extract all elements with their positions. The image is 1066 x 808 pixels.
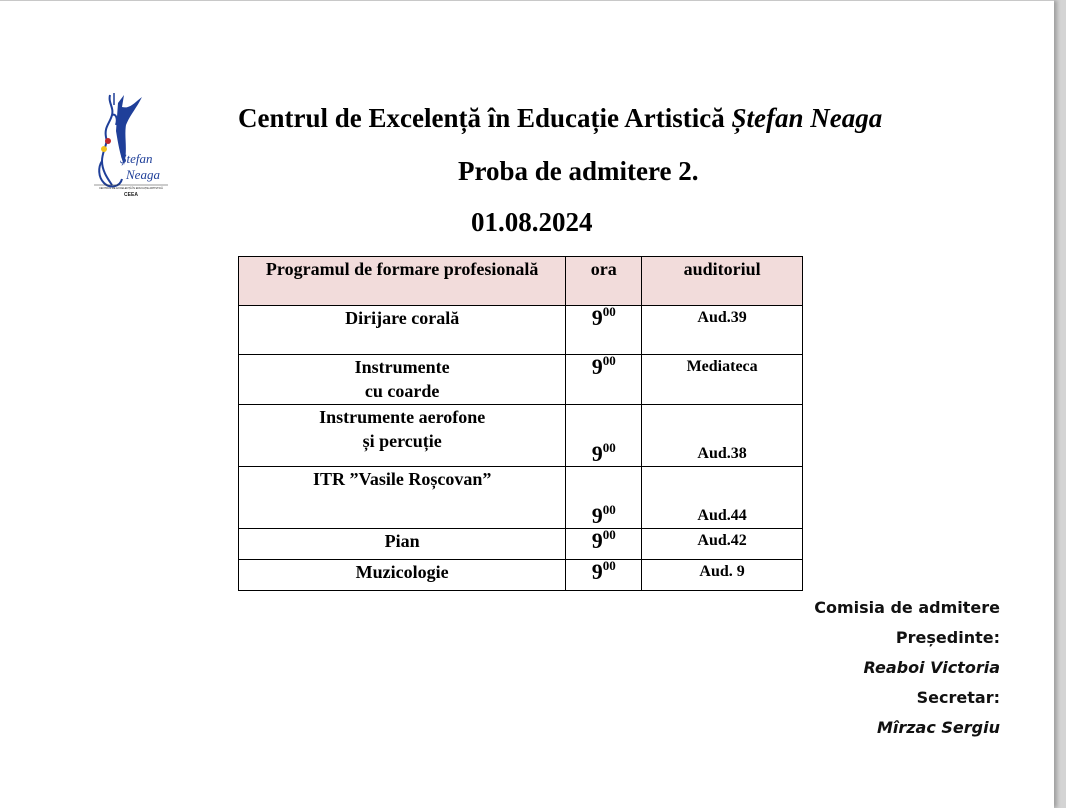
table-row: [239, 560, 803, 591]
logo-text-neaga: Neaga: [126, 167, 160, 182]
program-cell: Instrumente cu coarde: [239, 355, 566, 405]
time-cell: $9^{00}$: [566, 560, 642, 591]
president-name: Reaboi Victoria: [863, 658, 1000, 677]
room-cell: Aud.39: [642, 306, 803, 355]
time-cell: $9^{00}$: [566, 405, 642, 467]
table-row: [239, 306, 803, 355]
program-cell: Pian: [239, 529, 566, 560]
time-cell: $9^{00}$: [566, 467, 642, 529]
program-cell: Instrumente aerofone și percuție: [239, 405, 566, 467]
committee-label: Comisia de admitere: [814, 598, 1000, 617]
page-subtitle: Proba de admitere 2.: [458, 156, 699, 186]
program-cell: Muzicologie: [239, 560, 566, 591]
table-row: [239, 355, 803, 405]
room-cell: Aud. 9: [642, 560, 803, 591]
table-row: [239, 529, 803, 560]
red-dot-icon: [105, 138, 111, 144]
time-cell: $9^{00}$: [566, 355, 642, 405]
logo-text-stefan: Ștefan: [120, 151, 153, 166]
time-cell: $9^{00}$: [566, 306, 642, 355]
header-ora: ora: [566, 257, 642, 306]
page-title: [238, 103, 958, 134]
header-auditoriul: auditoriul: [642, 257, 803, 306]
logo-abbr: CEEA: [124, 192, 138, 198]
room-cell: Aud.38: [642, 405, 803, 467]
secretary-label: Secretar:: [916, 688, 1000, 707]
logo-caption: CENTRUL DE EXCELENȚĂ ÎN EDUCAȚIE ARTISTICĂ: [99, 187, 163, 190]
signature-block: [814, 593, 1000, 743]
president-label: Președinte:: [895, 628, 1000, 647]
secretary-name: Mîrzac Sergiu: [876, 718, 1000, 737]
exam-date: 01.08.2024: [471, 207, 593, 237]
title-italic: Ștefan Neaga: [731, 103, 883, 133]
program-cell: Dirijare corală: [239, 306, 566, 355]
title-main: Centrul de Excelență în Educație Artistică: [238, 103, 732, 133]
time-cell: $9^{00}$: [566, 529, 642, 560]
yellow-dot-icon: [101, 146, 107, 152]
schedule-table: [238, 256, 803, 591]
program-cell: ITR ”Vasile Roșcovan”: [239, 467, 566, 529]
room-cell: Aud.42: [642, 529, 803, 560]
school-logo: [90, 89, 172, 201]
table-header-row: [239, 257, 803, 306]
room-cell: Mediateca: [642, 355, 803, 405]
room-cell: Aud.44: [642, 467, 803, 529]
table-row: [239, 467, 803, 529]
table-row: [239, 405, 803, 467]
header-program: Programul de formare profesională: [239, 257, 566, 306]
